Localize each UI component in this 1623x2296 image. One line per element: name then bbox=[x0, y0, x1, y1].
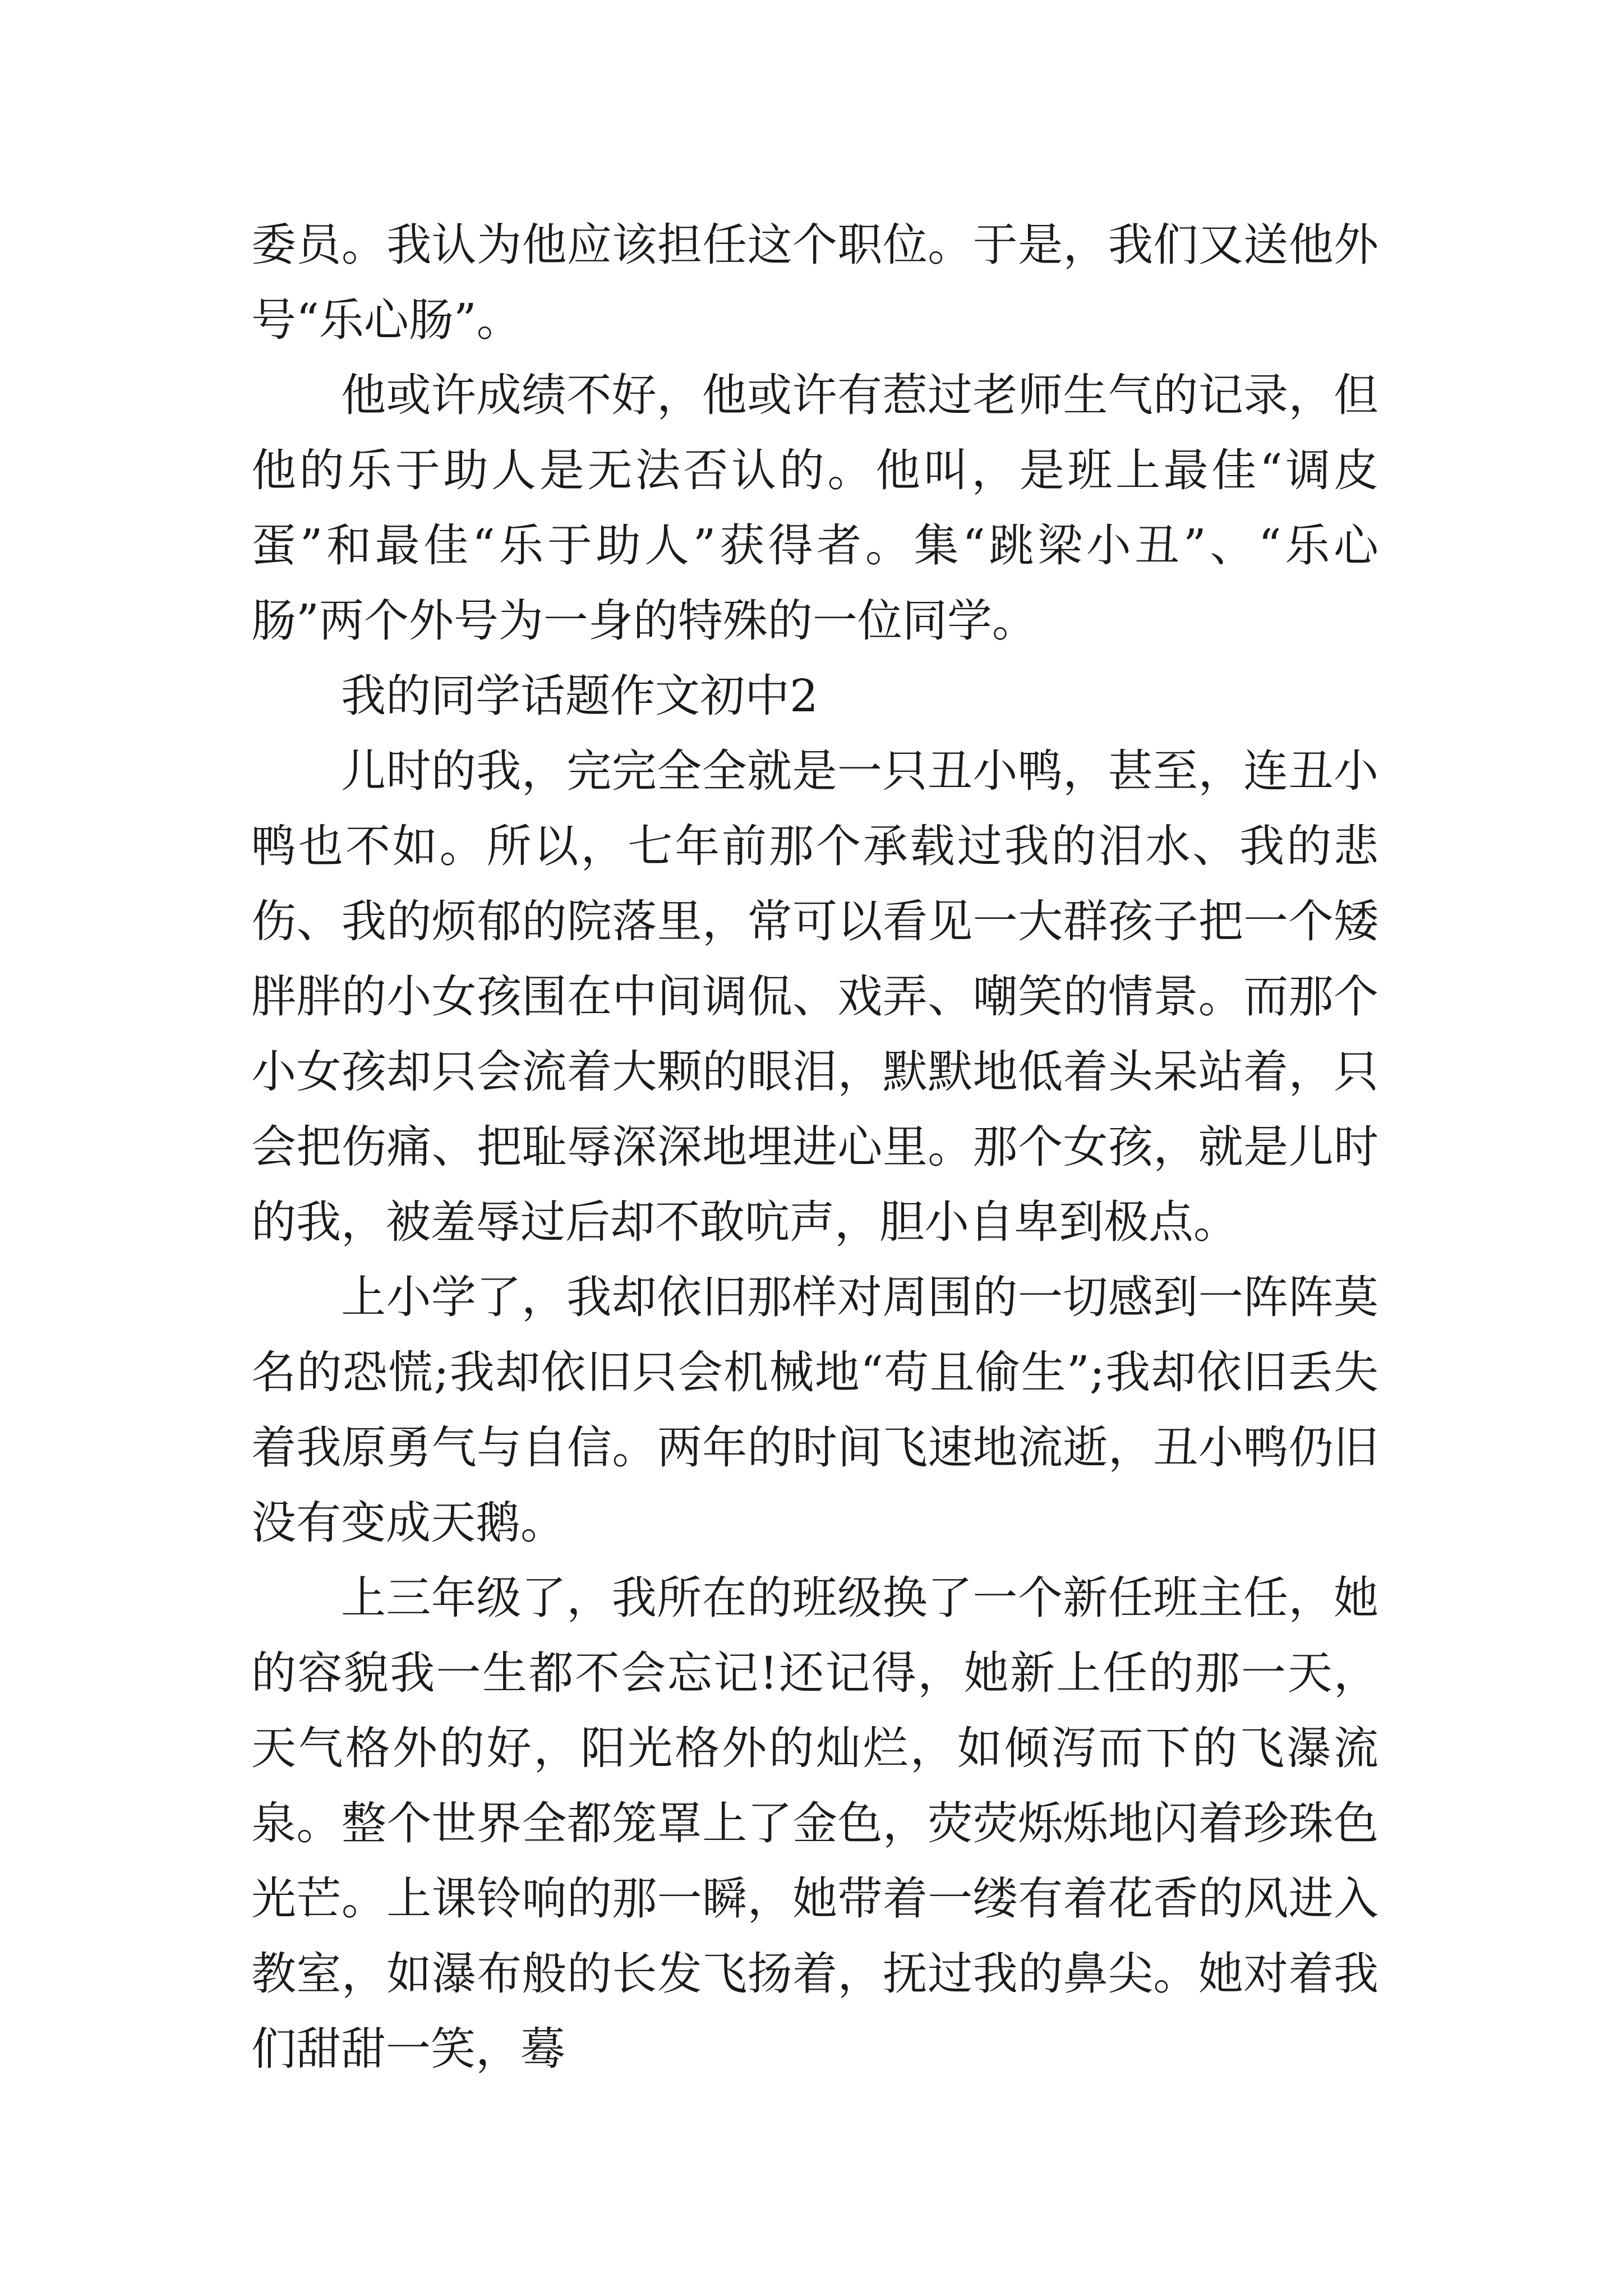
paragraph-4: 上小学了，我却依旧那样对周围的一切感到一阵阵莫名的恐慌;我却依旧只会机械地“苟且偷生”;我却依旧丢失着我原勇气与自信。两年的时间飞速地流逝，丑小鸭仍旧没有变成天鹅。 bbox=[251, 1271, 1378, 1549]
paragraph-5: 上三年级了，我所在的班级换了一个新任班主任，她的容貌我一生都不会忘记!还记得，她新上任的那一天，天气格外的好，阳光格外的灿烂，如倾泻而下的飞瀑流泉。整个世界全都笼罩上了金色，荧荧烁烁地闪着珍珠色光芒。上课铃响的那一瞬，她带着一缕有着花香的风进入教室，如瀑布般的长发飞扬着，抚过我的鼻尖。她对着我们甜甜一笑，蓦 bbox=[251, 1572, 1378, 2075]
document-body bbox=[251, 208, 1378, 2087]
paragraph-1: 委员。我认为他应该担任这个职位。于是，我们又送他外号“乐心肠”。 bbox=[251, 219, 1378, 346]
paragraph-2: 他或许成绩不好，他或许有惹过老师生气的记录，但他的乐于助人是无法否认的。他叫，是班上最佳“调皮蛋”和最佳“乐于助人”获得者。集“跳梁小丑”、“乐心肠”两个外号为一身的特殊的一位同学。 bbox=[251, 369, 1378, 647]
section-heading: 我的同学话题作文初中2 bbox=[341, 670, 818, 722]
paragraph-3: 儿时的我，完完全全就是一只丑小鸭，甚至，连丑小鸭也不如。所以，七年前那个承载过我的泪水、我的悲伤、我的烦郁的院落里，常可以看见一大群孩子把一个矮胖胖的小女孩围在中间调侃、戏弄、嘲笑的情景。而那个小女孩却只会流着大颗的眼泪，默默地低着头呆站着，只会把伤痛、把耻辱深深地埋进心里。那个女孩，就是儿时的我，被羞辱过后却不敢吭声，胆小自卑到极点。 bbox=[251, 745, 1378, 1248]
